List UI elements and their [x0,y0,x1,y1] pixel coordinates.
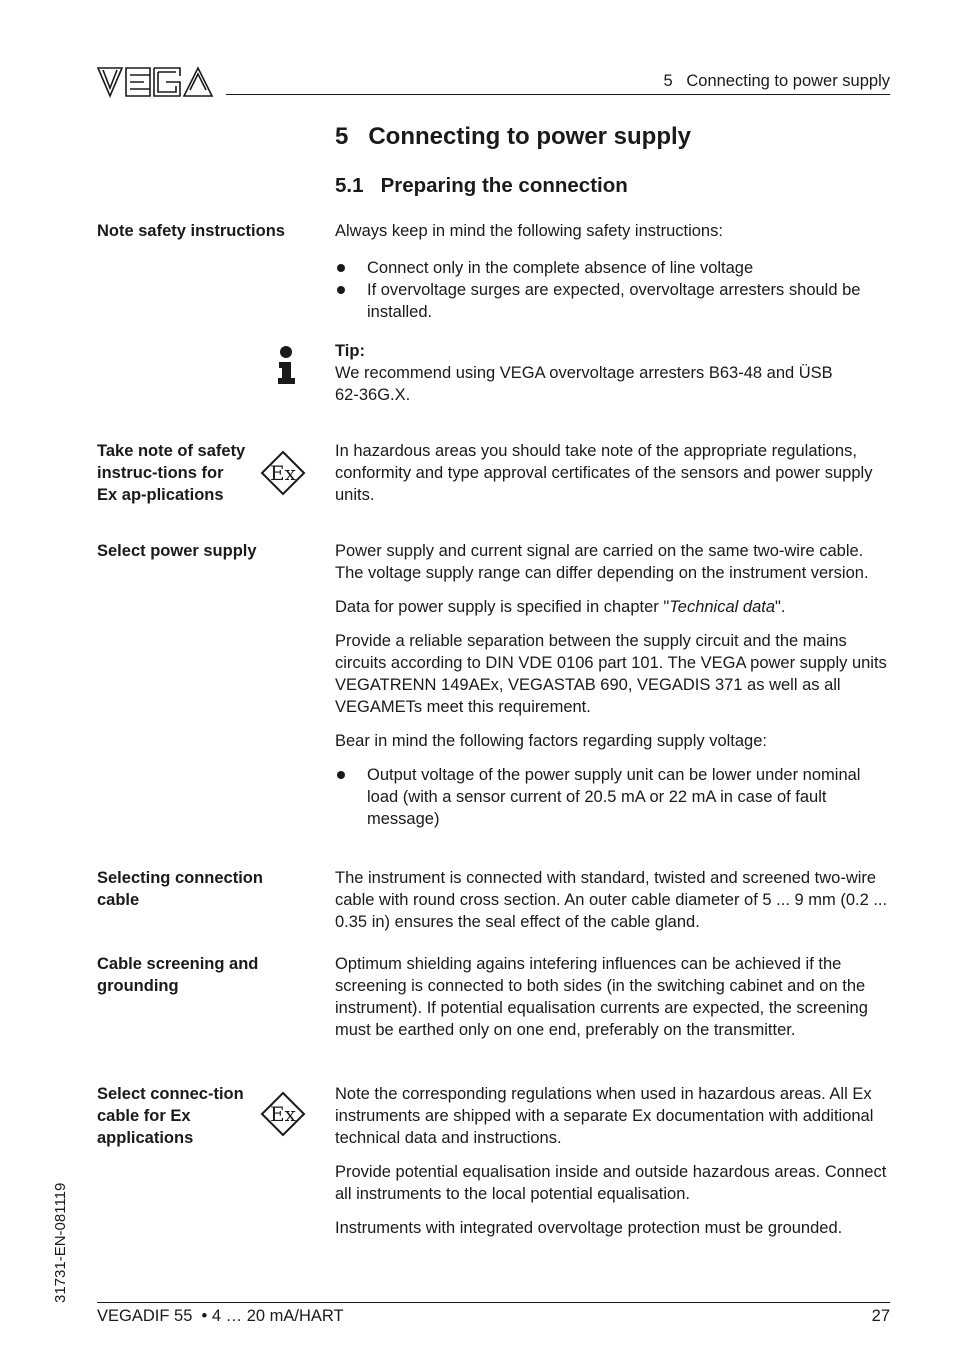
safety-bullets [335,257,893,323]
vega-logo [96,66,214,103]
technical-data-reference: Technical data [669,598,776,616]
side-note-screening: Cable screening and grounding [97,955,259,995]
page-number: 27 [871,1307,890,1325]
running-head: 5 Connecting to power supply [663,72,890,90]
section-heading [335,174,628,198]
section-title: 5.1 Preparing the connection [335,174,628,197]
ex-hazard-icon [260,450,306,501]
tip-text: We recommend using VEGA overvoltage arresters B63-48 and ÜSB 62-36G.X. [335,364,833,404]
side-note-ex-cable-text: Select connec-tion cable for Ex applications [97,1085,244,1147]
chapter-heading [335,123,691,151]
screening-text: Optimum shielding agains intefering influences can be achieved if the screening is connected to both sides (in the switching cabinet and on the instrument). If potential equalisation currents are expected, the screening must be earthed only on one end, preferably on the transmitter. [335,955,868,1039]
svg-text:Ex: Ex [270,461,296,485]
side-note-safety: Note safety instructions [97,222,285,240]
ex-hazard-icon [260,1091,306,1142]
ex-cable-p2: Provide potential equalisation inside and outside hazardous areas. Connect all instruments to the local potential equalisation. [335,1163,887,1203]
ex-cable-p3: Instruments with integrated overvoltage protection must be grounded. [335,1219,843,1237]
safety-bullet: If overvoltage surges are expected, overvoltage arresters should be installed. [335,279,893,323]
tip-label: Tip: [335,342,365,360]
ex-cable-block [335,1083,893,1251]
footer-rule [97,1302,890,1303]
cable-text: The instrument is connected with standard, twisted and screened two-wire cable with round cross section. An outer cable diameter of 5 ... 9 mm (0.2 ... 0.35 in) ensures the seal effect of the cable gland. [335,869,888,931]
svg-text:Ex: Ex [270,1102,296,1126]
safety-intro: Always keep in mind the following safety instructions: [335,222,723,240]
cable-block [335,867,893,945]
chapter-title: 5 Connecting to power supply [335,123,692,150]
power-supply-p2-before: Data for power supply is specified in chapter " [335,598,670,616]
side-note-ex-cable [97,1083,247,1149]
safety-bullet: Connect only in the complete absence of line voltage [335,257,893,279]
document-number: 31731-EN-081119 [52,1182,69,1303]
header-rule [226,94,890,95]
screening-block [335,953,893,1053]
power-supply-bullet: Output voltage of the power supply unit can be lower under nominal load (with a sensor current of 20.5 mA or 22 mA in case of fault message) [335,764,893,830]
power-supply-block [335,540,893,842]
side-note-cable: Selecting connection cable [97,869,263,909]
power-supply-p1: Power supply and current signal are carried on the same two-wire cable. The voltage supply range can differ depending on the instrument version. [335,542,869,582]
side-note-power-supply: Select power supply [97,542,257,560]
power-supply-p2 [335,596,893,618]
power-supply-p4: Bear in mind the following factors regarding supply voltage: [335,732,767,750]
power-supply-bullets [335,764,893,830]
ex-safety-block [335,440,893,518]
power-supply-p2-after: ". [775,598,786,616]
info-icon [276,345,298,390]
ex-cable-p1: Note the corresponding regulations when used in hazardous areas. All Ex instruments are shipped with a separate Ex documentation with additional technical data and instructions. [335,1085,874,1147]
power-supply-p3: Provide a reliable separation between the supply circuit and the mains circuits according to DIN VDE 0106 part 101. The VEGA power supply units VEGATRENN 149AEx, VEGASTAB 690, VEGADIS 371 as well as all VEGAMETs meet this requirement. [335,632,887,716]
ex-safety-text: In hazardous areas you should take note of the appropriate regulations, conformity and type approval certificates of the sensors and power supply units. [335,442,873,504]
safety-block [335,220,893,335]
tip-block [335,340,893,406]
side-note-ex-safety-text: Take note of safety instruc-tions for Ex ap-plications [97,442,246,504]
side-note-ex-safety [97,440,247,506]
footer-product: VEGADIF 55 • 4 … 20 mA/HART [97,1307,344,1325]
vega-logo-icon [96,66,214,98]
